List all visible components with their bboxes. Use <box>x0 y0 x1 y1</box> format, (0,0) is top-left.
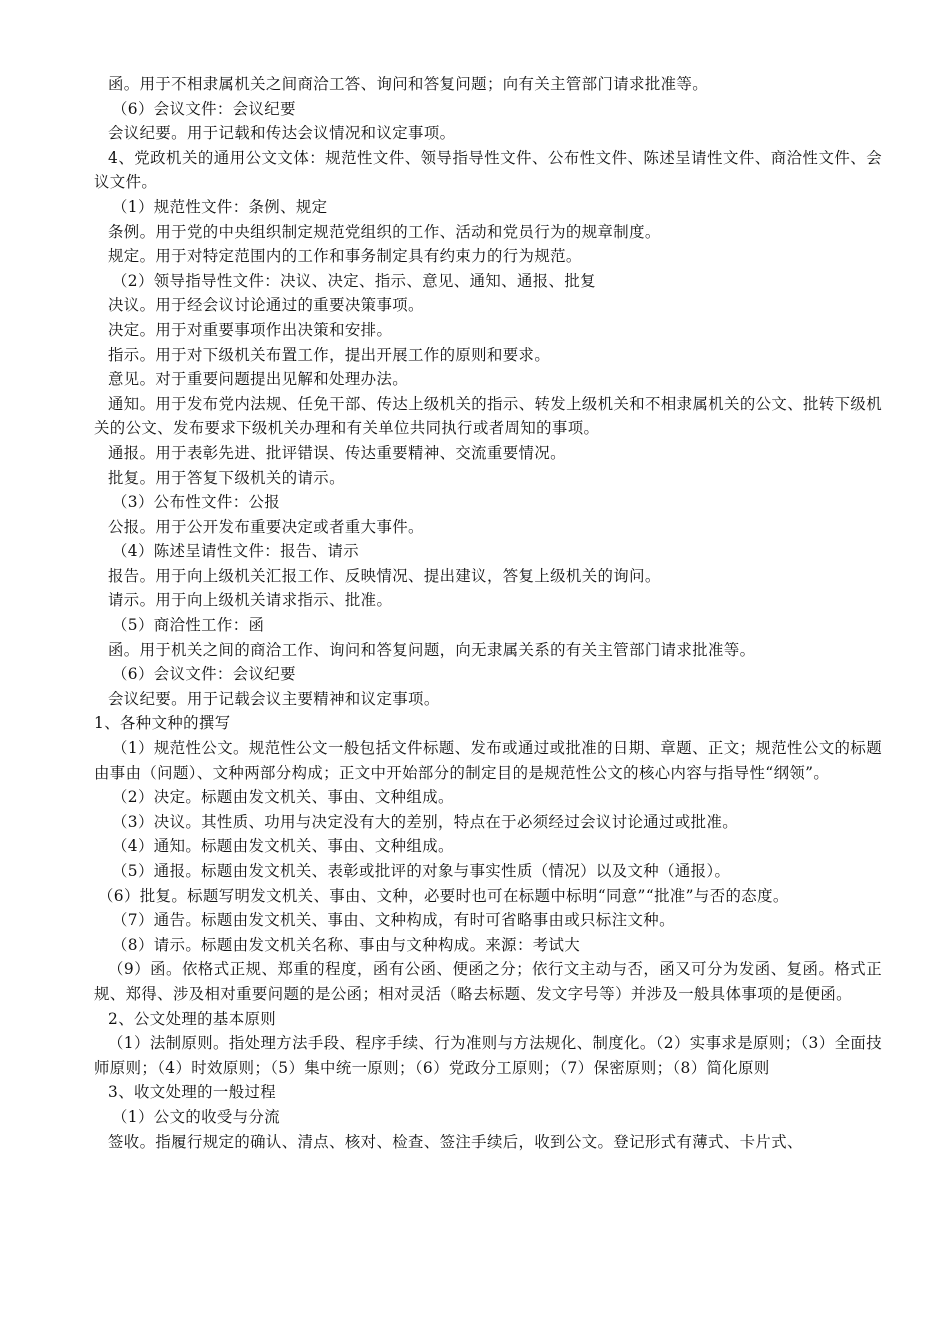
paragraph: （5）通报。标题由发文机关、表彰或批评的对象与事实性质（情况）以及文种（通报）。 <box>112 862 731 880</box>
paragraph: 函。用于不相隶属机关之间商洽工答、询问和答复问题；向有关主管部门请求批准等。 <box>108 75 709 93</box>
paragraph: 批复。用于答复下级机关的请示。 <box>108 468 345 487</box>
paragraph: （1）规范性文件：条例、规定 <box>112 197 328 216</box>
paragraph: 意见。对于重要问题提出见解和处理办法。 <box>108 370 409 389</box>
paragraph: 指示。用于对下级机关布置工作，提出开展工作的原则和要求。 <box>108 345 551 364</box>
paragraph: （5）商洽性工作：函 <box>112 616 265 635</box>
paragraph: 签收。指履行规定的确认、清点、核对、检查、签注手续后，收到公文。登记形式有薄式、卡片式、 <box>108 1132 803 1151</box>
paragraph: 通报。用于表彰先进、批评错误、传达重要精神、交流重要情况。 <box>108 443 566 462</box>
paragraph: 条例。用于党的中央组织制定规范党组织的工作、活动和党员行为的规章制度。 <box>108 222 661 241</box>
paragraph: （8）请示。标题由发文机关名称、事由与文种构成。来源：考试大 <box>112 935 581 954</box>
paragraph: （4）通知。标题由发文机关、事由、文种组成。 <box>112 837 454 856</box>
paragraph: （4）陈述呈请性文件：报告、请示 <box>112 542 360 561</box>
paragraph: （7）通告。标题由发文机关、事由、文种构成，有时可省略事由或只标注文种。 <box>112 911 675 930</box>
paragraph: 4、党政机关的通用公文文体：规范性文件、领导指导性文件、公布性文件、陈述呈请性文件、商洽性文件、会议文件。 <box>94 148 882 192</box>
paragraph: （3）公布性文件：公报 <box>112 493 281 512</box>
paragraph: （2）决定。标题由发文机关、事由、文种组成。 <box>112 788 454 807</box>
paragraph: 1、各种文种的撰写 <box>94 714 231 733</box>
paragraph: （6）批复。标题写明发文机关、事由、文种，必要时也可在标题中标明“同意”“批准”与否的态度。 <box>98 886 789 905</box>
paragraph: 会议纪要。用于记载会议主要精神和议定事项。 <box>108 689 440 708</box>
paragraph: （3）决议。其性质、功用与决定没有大的差别，特点在于必须经过会议讨论通过或批准。 <box>112 812 739 831</box>
paragraph: 公报。用于公开发布重要决定或者重大事件。 <box>108 517 424 536</box>
paragraph: （2）领导指导性文件：决议、决定、指示、意见、通知、通报、批复 <box>112 271 596 290</box>
paragraph: 2、公文处理的基本原则 <box>108 1009 277 1028</box>
paragraph: 规定。用于对特定范围内的工作和事务制定具有约束力的行为规范。 <box>108 247 582 266</box>
paragraph: （1）规范性公文。规范性公文一般包括文件标题、发布或通过或批准的日期、章题、正文；规范性公文的标题由事由（问题）、文种两部分构成；正文中开始部分的制定目的是规范性公文的核心内容与指导性“纲领”。 <box>94 739 882 782</box>
paragraph: 决议。用于经会议讨论通过的重要决策事项。 <box>108 296 424 315</box>
paragraph: 通知。用于发布党内法规、任免干部、传达上级机关的指示、转发上级机关和不相隶属机关的公文、批转下级机关的公文、发布要求下级机关办理和有关单位共同执行或者周知的事项。 <box>94 394 882 438</box>
paragraph: （1）公文的收受与分流 <box>112 1107 281 1126</box>
paragraph: （1）法制原则。指处理方法手段、程序手续、行为准则与方法规化、制度化。（2）实事求是原则；（3）全面技师原则；（4）时效原则；（5）集中统一原则；（6）党政分工原则；（7）保密原则；（8）简化原则 <box>94 1034 882 1077</box>
paragraph: （9）函。依格式正规、郑重的程度，函有公函、便函之分；依行文主动与否，函又可分为发函、复函。格式正规、郑得、涉及相对重要问题的是公函；相对灵活（略去标题、发文字号等）并涉及一般具体事项的是便函。 <box>94 960 882 1003</box>
paragraph: 报告。用于向上级机关汇报工作、反映情况、提出建议，答复上级机关的询问。 <box>108 566 661 585</box>
paragraph: （6）会议文件：会议纪要 <box>112 99 296 118</box>
paragraph: 请示。用于向上级机关请求指示、批准。 <box>108 591 393 610</box>
paragraph: 函。用于机关之间的商洽工作、询问和答复问题，向无隶属关系的有关主管部门请求批准等。 <box>108 640 756 659</box>
paragraph: （6）会议文件：会议纪要 <box>112 665 296 684</box>
paragraph: 决定。用于对重要事项作出决策和安排。 <box>108 320 393 339</box>
paragraph: 会议纪要。用于记载和传达会议情况和议定事项。 <box>108 124 456 143</box>
paragraph: 3、收文处理的一般过程 <box>108 1083 277 1102</box>
